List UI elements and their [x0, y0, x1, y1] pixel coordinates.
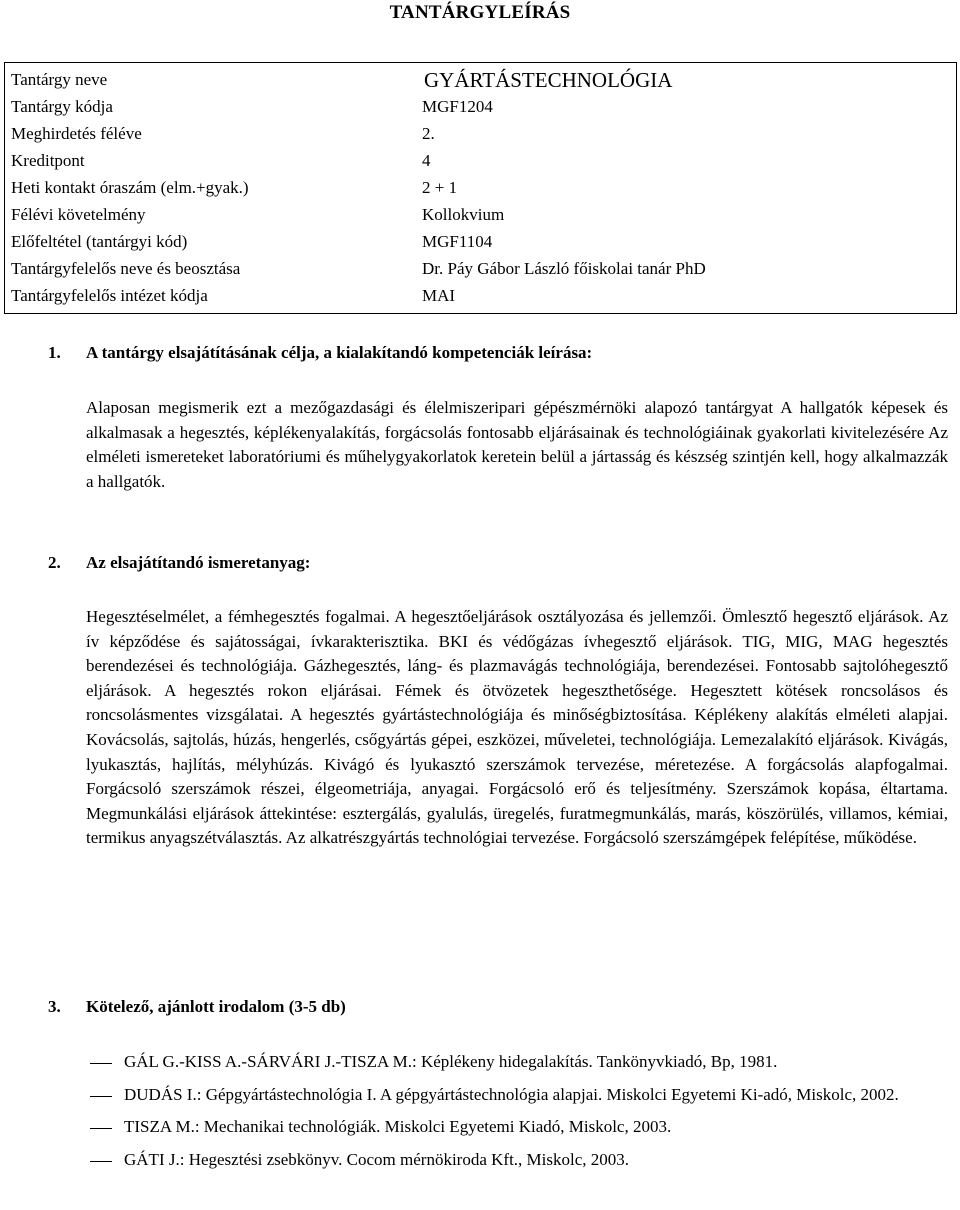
list-item-text: DUDÁS I.: Gépgyártástechnológia I. A gépgyártástechnológia alapjai. Miskolci Egyetemi Ki-adó, Miskolc, 2002.: [124, 1084, 899, 1104]
info-row-semester: [5, 121, 956, 147]
info-value: MGF1104: [422, 232, 493, 251]
list-item: [86, 1115, 948, 1140]
list-item: [86, 1083, 948, 1108]
info-label: Félévi követelmény: [11, 205, 146, 224]
section-2-heading: [48, 553, 310, 573]
info-value: 4: [422, 151, 431, 170]
section-title: Az elsajátítandó ismeretanyag:: [86, 553, 311, 572]
section-1-heading: [48, 343, 592, 363]
info-row-institute-code: [5, 283, 956, 309]
info-row-subject-name: [5, 67, 956, 93]
info-row-requirement: [5, 202, 956, 228]
info-label: Tantárgy kódja: [11, 97, 113, 116]
info-row-credits: [5, 148, 956, 174]
info-value: 2 + 1: [422, 178, 458, 197]
info-value: 2.: [422, 124, 435, 143]
info-row-responsible: [5, 256, 956, 282]
info-value: MGF1204: [422, 97, 493, 116]
info-value: Kollokvium: [422, 205, 505, 224]
literature-list: [86, 1050, 948, 1180]
info-value: GYÁRTÁSTECHNOLÓGIA: [424, 68, 673, 92]
document-title: TANTÁRGYLEÍRÁS: [389, 2, 571, 23]
info-row-weekly-hours: [5, 175, 956, 201]
section-1-text: Alaposan megismerik ezt a mezőgazdasági és élelmiszeripari gépészmérnöki alapozó tantárgyat A hallgatók képesek és alkalmasak a hegesztés, képlékenyalakítás, forgácsolás fontosabb eljárásainak és technológiáinak gyakorlati kivitelezésére Az elméleti ismereteket laboratóriumi és műhelygyakorlatok keretein belül a jártasság és készség szintjén kell, hogy alkalmazzák a hallgatók.: [86, 398, 948, 491]
info-label: Meghirdetés féléve: [11, 124, 142, 143]
section-number: 3.: [48, 997, 61, 1016]
subject-info-table: [4, 62, 957, 314]
info-label: Tantárgyfelelős intézet kódja: [11, 286, 208, 305]
section-title: Kötelező, ajánlott irodalom (3-5 db): [86, 997, 346, 1016]
section-title: A tantárgy elsajátításának célja, a kialakítandó kompetenciák leírása:: [86, 343, 593, 362]
info-value: Dr. Páy Gábor László főiskolai tanár PhD: [422, 259, 706, 278]
list-item-text: GÁTI J.: Hegesztési zsebkönyv. Cocom mérnökiroda Kft., Miskolc, 2003.: [124, 1149, 630, 1169]
info-row-prerequisite: [5, 229, 956, 255]
info-label: Tantárgyfelelős neve és beosztása: [11, 259, 241, 278]
section-number: 1.: [48, 343, 61, 362]
section-3-heading: [48, 997, 346, 1017]
info-label: Heti kontakt óraszám (elm.+gyak.): [11, 178, 249, 197]
section-number: 2.: [48, 553, 61, 572]
info-label: Kreditpont: [11, 151, 85, 170]
section-2-text: Hegesztéselmélet, a fémhegesztés fogalmai. A hegesztőeljárások osztályozása és jellemzői. Ömlesztő hegesztő eljárások. Az ív képződése és sajátosságai, ívkarakterisztika. BKI és védőgázas ívhegesztő eljárások. TIG, MIG, MAG hegesztés berendezései és technológiája. Gázhegesztés, láng- és plazmavágás technológiája, berendezései. Fontosabb sajtolóhegesztő eljárások. A hegesztés rokon eljárásai. Fémek és ötvözetek hegeszthetősége. Hegesztett kötések roncsolásos és roncsolásmentes vizsgálatai. A hegesztés gyártástechnológiája és minőségbiztosítása. Képlékeny alakítás elméleti alapjai. Kovácsolás, sajtolás, húzás, hengerlés, csőgyártás gépei, eszközei, műveletei, technológiája. Lemezalakító eljárások. Kivágás, lyukasztás, hajlítás, mélyhúzás. Kivágó és lyukasztó szerszámok tervezése, méretezése. A forgácsolás alapfogalmai. Forgácsoló szerszámok részei, élgeometriája, anyagai. Forgácsoló erő és teljesítmény. Szerszámok kopása, éltartama. Megmunkálási eljárások áttekintése: esztergálás, gyalulás, üregelés, furatmegmunkálás, marás, köszörülés, villamos, kémiai, termikus anyagszétválasztás. Az alkatrészgyártás technológiai tervezése. Forgácsoló szerszámgépek felépítése, működése.: [86, 607, 948, 848]
list-item: [86, 1050, 948, 1075]
info-value: MAI: [422, 286, 456, 305]
list-item-text: GÁL G.-KISS A.-SÁRVÁRI J.-TISZA M.: Képlékeny hidegalakítás. Tankönyvkiadó, Bp, 1981.: [124, 1052, 778, 1071]
list-item-text: TISZA M.: Mechanikai technológiák. Miskolci Egyetemi Kiadó, Miskolc, 2003.: [124, 1117, 672, 1137]
info-label: Tantárgy neve: [11, 70, 108, 89]
info-row-subject-code: [5, 94, 956, 120]
info-label: Előfeltétel (tantárgyi kód): [11, 232, 188, 251]
list-item: [86, 1148, 948, 1173]
